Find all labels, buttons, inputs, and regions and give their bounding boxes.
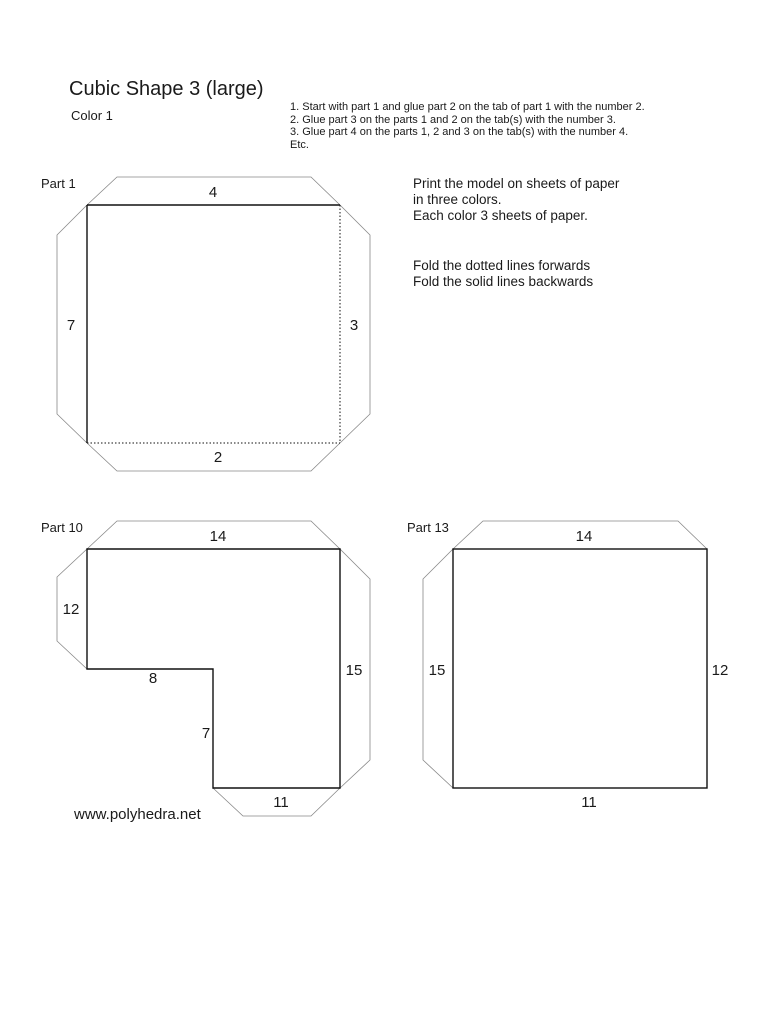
- instruction-step: Etc.: [290, 138, 309, 151]
- edge-number: 7: [201, 725, 211, 742]
- part-10: [41, 520, 370, 816]
- part-face: [87, 549, 340, 788]
- edge-number: 2: [213, 449, 223, 466]
- edge-number: 8: [148, 670, 158, 687]
- edge-number: 14: [575, 528, 593, 545]
- instruction-step: 1. Start with part 1 and glue part 2 on the tab of part 1 with the number 2.: [290, 101, 645, 113]
- edge-number: 11: [581, 794, 597, 811]
- note-line: Fold the dotted lines forwards: [413, 258, 591, 273]
- edge-number: 12: [62, 601, 80, 618]
- edge-number: 15: [428, 662, 446, 679]
- page-title: Cubic Shape 3 (large): [69, 78, 264, 100]
- edge-number: 4: [208, 184, 218, 201]
- part-label: Part 10: [41, 520, 83, 535]
- edge-number: 3: [349, 317, 359, 334]
- website-link[interactable]: www.polyhedra.net: [74, 806, 201, 823]
- part-1: [41, 176, 370, 471]
- note-line: Print the model on sheets of paper: [413, 176, 620, 191]
- note-line: Each color 3 sheets of paper.: [413, 208, 588, 223]
- edge-number: 15: [345, 662, 363, 679]
- note-line: Fold the solid lines backwards: [413, 274, 594, 289]
- note-line: in three colors.: [413, 192, 502, 207]
- instruction-step: 2. Glue part 3 on the parts 1 and 2 on the tab(s) with the number 3.: [290, 113, 616, 126]
- edge-number: 11: [273, 794, 289, 811]
- edge-number: 7: [66, 317, 76, 334]
- instruction-step: 3. Glue part 4 on the parts 1, 2 and 3 on the tab(s) with the number 4.: [290, 126, 629, 138]
- edge-number: 14: [209, 528, 227, 545]
- color-label: Color 1: [71, 108, 113, 123]
- part-13: [407, 520, 728, 811]
- part-label: Part 13: [407, 520, 449, 535]
- part-face: [453, 549, 707, 788]
- edge-number: 12: [711, 662, 729, 679]
- part-label: Part 1: [41, 176, 76, 191]
